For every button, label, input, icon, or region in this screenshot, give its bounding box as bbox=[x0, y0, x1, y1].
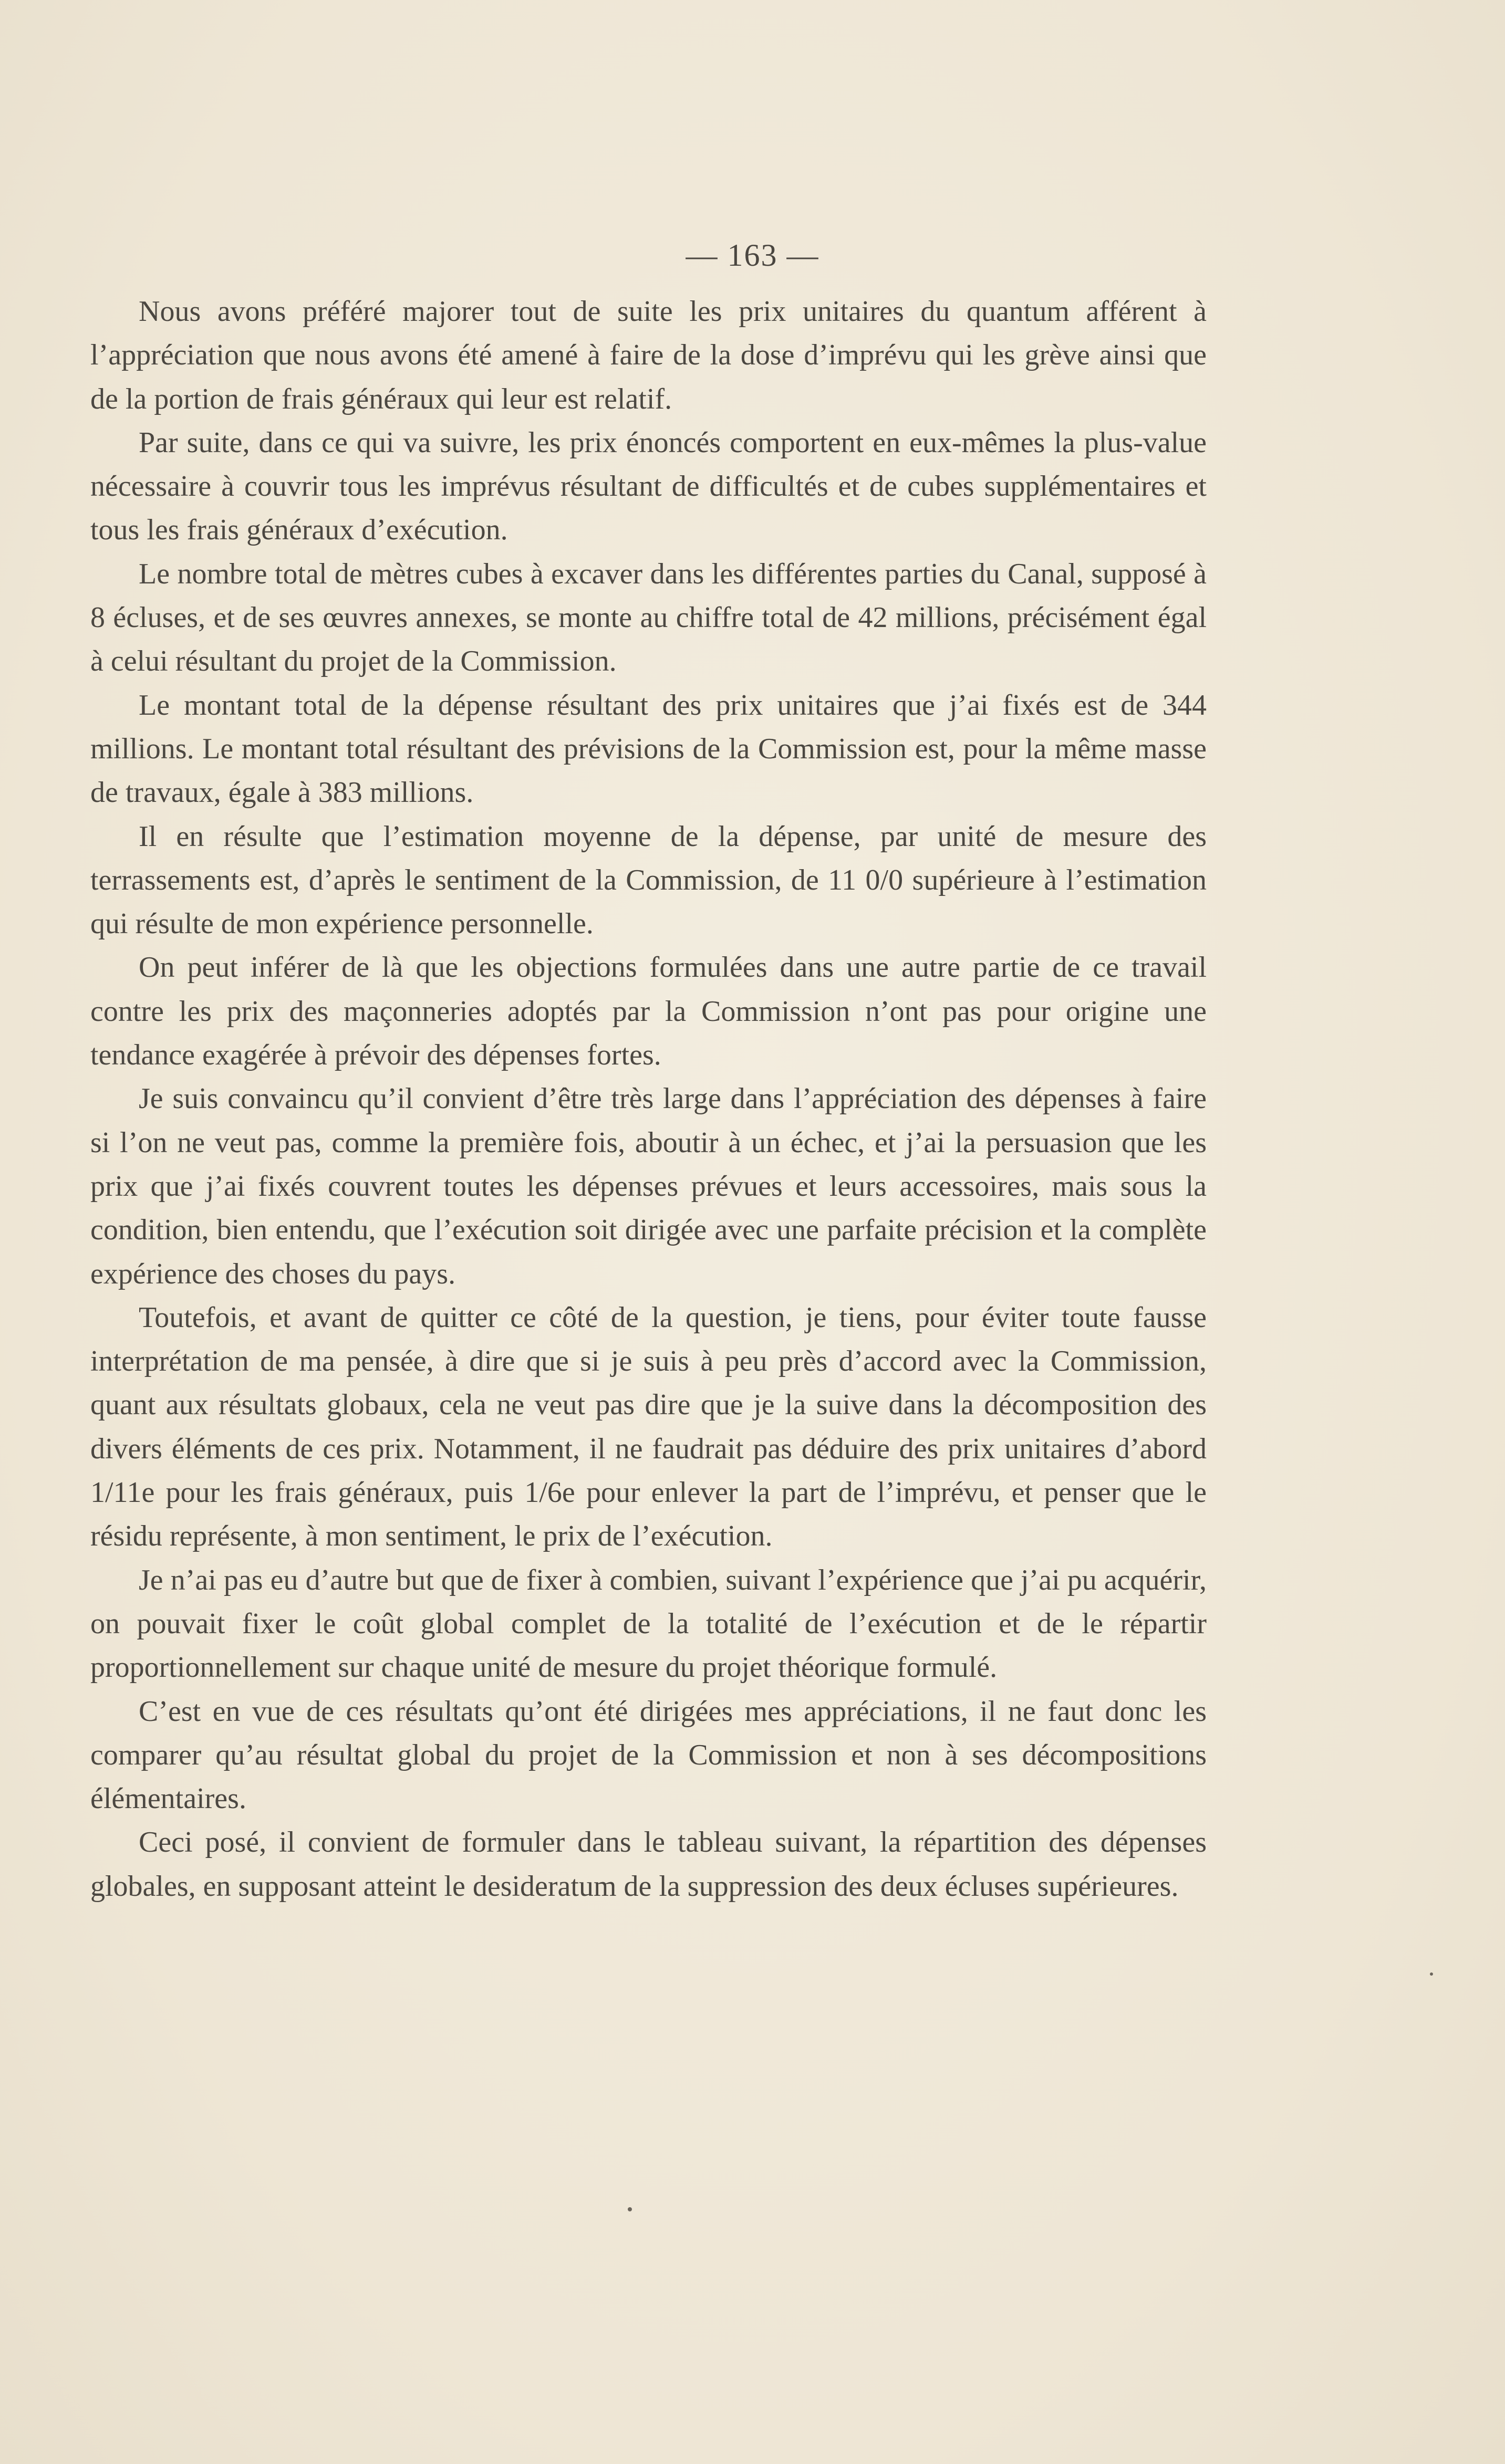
paragraph-4: Le montant total de la dépense résultant des prix unitaires que j’ai fixés est de 344 millions. Le montant total résultant des prévisions de la Commission est, pour la même masse de travaux, égale à 383 millions. bbox=[90, 688, 1207, 809]
paragraph-8: Toutefois, et avant de quitter ce côté de la question, je tiens, pour éviter toute fausse interprétation de ma pensée, à dire que si je suis à peu près d’accord avec la Commission, quant aux résultats globaux, cela ne veut pas dire que je la suive dans la décomposition des divers éléments de ces prix. Notamment, il ne faudrait pas déduire des prix unitaires d’abord 1/11e pour les frais généraux, puis 1/6e pour enlever la part de l’imprévu, et penser que le résidu représente, à mon sentiment, le prix de l’exécution. bbox=[90, 1301, 1207, 1553]
body-text bbox=[90, 290, 1207, 1908]
paragraph-3: Le nombre total de mètres cubes à excaver dans les différentes parties du Canal, supposé à 8 écluses, et de ses œuvres annexes, se monte au chiffre total de 42 millions, précisément égal à celui résultant du projet de la Commission. bbox=[90, 557, 1207, 678]
paragraph-11: Ceci posé, il convient de formuler dans le tableau suivant, la répartition des dépenses globales, en supposant atteint le desideratum de la suppression des deux écluses supérieures. bbox=[90, 1826, 1207, 1903]
paragraph-5: Il en résulte que l’estimation moyenne de la dépense, par unité de mesure des terrassements est, d’après le sentiment de la Commission, de 11 0/0 supérieure à l’estimation qui résulte de mon expérience personnelle. bbox=[90, 820, 1207, 941]
paragraph-1: Nous avons préféré majorer tout de suite les prix unitaires du quantum afférent à l’appréciation que nous avons été amené à faire de la dose d’imprévu qui les grève ainsi que de la portion de frais généraux qui leur est relatif. bbox=[90, 295, 1207, 415]
paragraph-2: Par suite, dans ce qui va suivre, les prix énoncés comportent en eux-mêmes la plus-value nécessaire à couvrir tous les imprévus résultant de difficultés et de cubes supplémentaires et tous les frais généraux d’exécution. bbox=[90, 426, 1207, 547]
paragraph-9: Je n’ai pas eu d’autre but que de fixer à combien, suivant l’expérience que j’ai pu acquérir, on pouvait fixer le coût global complet de la totalité de l’exécution et de le répartir proportionnellement sur chaque unité de mesure du projet théorique formulé. bbox=[90, 1563, 1207, 1684]
paragraph-7: Je suis convaincu qu’il convient d’être très large dans l’appréciation des dépenses à faire si l’on ne veut pas, comme la première fois, aboutir à un échec, et j’ai la persuasion que les prix que j’ai fixés couvrent toutes les dépenses prévues et leurs accessoires, mais sous la condition, bien entendu, que l’exécution soit dirigée avec une parfaite précision et la complète expérience des choses du pays. bbox=[90, 1082, 1207, 1290]
paragraph-6: On peut inférer de là que les objections formulées dans une autre partie de ce travail contre les prix des maçonneries adoptés par la Commission n’ont pas pour origine une tendance exagérée à prévoir des dépenses fortes. bbox=[90, 951, 1207, 1072]
page-number: — 163 — bbox=[686, 238, 819, 273]
ink-speck bbox=[628, 2207, 632, 2211]
paragraph-10: C’est en vue de ces résultats qu’ont été dirigées mes appréciations, il ne faut donc les comparer qu’au résultat global du projet de la Commission et non à ses décompositions élémentaires. bbox=[90, 1695, 1207, 1815]
ink-speck bbox=[1430, 1972, 1433, 1976]
